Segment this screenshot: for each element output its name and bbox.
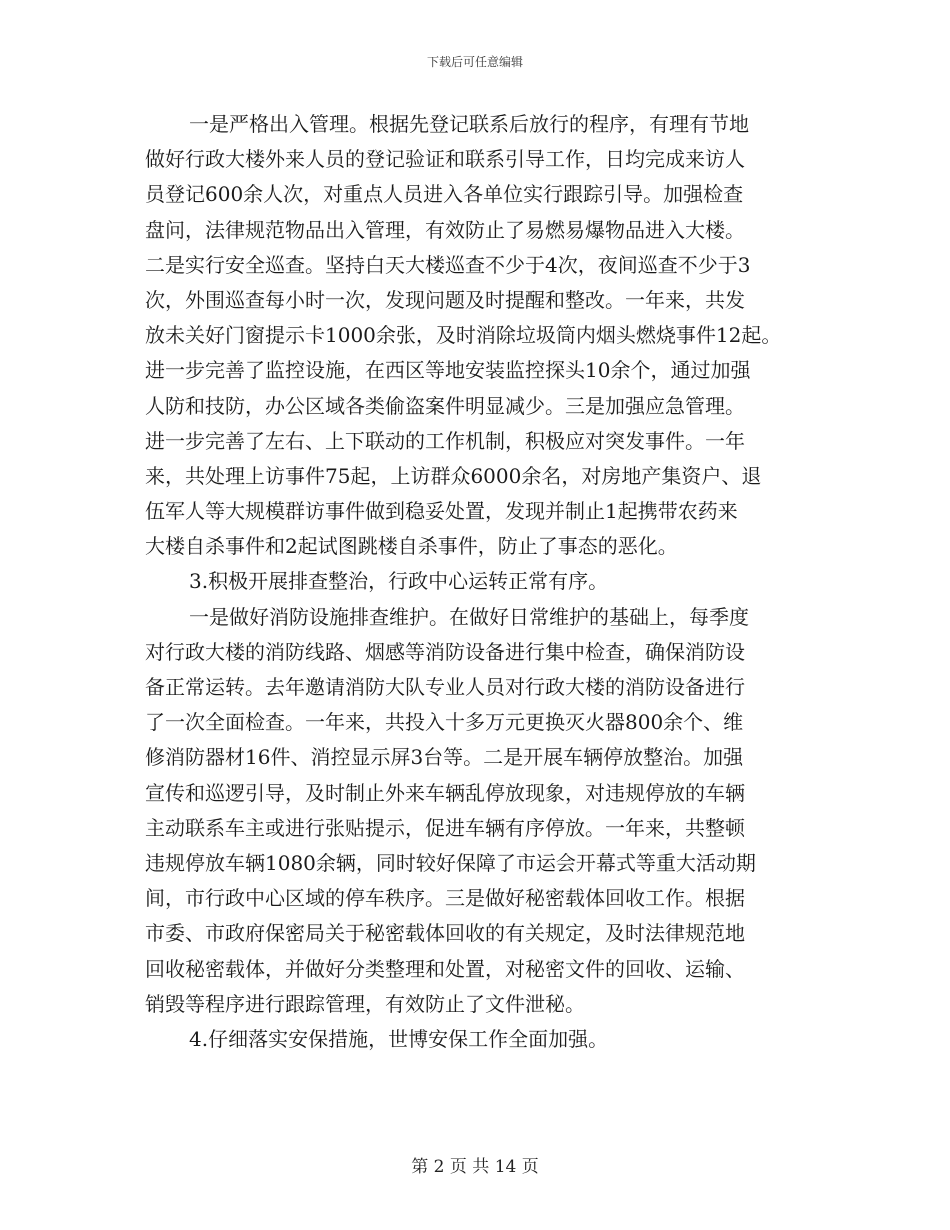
text-line: 伍军人等大规模群访事件做到稳妥处置，发现并制止1起携带农药来 — [145, 499, 738, 524]
text-line: 修消防器材16件、消控显示屏3台等。二是开展车辆停放整治。加强 — [145, 745, 744, 770]
text-line: 间，市行政中心区域的停车秩序。三是做好秘密载体回收工作。根据 — [145, 886, 745, 911]
text-line: 违规停放车辆1080余辆，同时较好保障了市运会开幕式等重大活动期 — [145, 850, 756, 875]
text-line: 做好行政大楼外来人员的登记验证和联系引导工作，日均完成来访人 — [145, 147, 745, 172]
text-line: 员登记600余人次，对重点人员进入各单位实行跟踪引导。加强检查 — [145, 182, 744, 207]
text-line: 一是做好消防设施排查维护。在做好日常维护的基础上，每季度 — [189, 604, 749, 629]
text-line: 盘问，法律规范物品出入管理，有效防止了易燃易爆物品进入大楼。 — [145, 217, 745, 242]
text-line: 二是实行安全巡查。坚持白天大楼巡查不少于4次，夜间巡查不少于3 — [145, 252, 751, 277]
text-line: 销毁等程序进行跟踪管理，有效防止了文件泄秘。 — [145, 991, 585, 1016]
page-header: 下载后可任意编辑 — [426, 55, 523, 69]
text-line: 次，外围巡查每小时一次，发现问题及时提醒和整改。一年来，共发 — [145, 287, 745, 312]
text-line: 了一次全面检查。一年来，共投入十多万元更换灭火器800余个、维 — [145, 710, 744, 735]
document-body — [145, 107, 825, 1057]
text-line: 主动联系车主或进行张贴提示，促进车辆有序停放。一年来，共整顿 — [145, 815, 745, 840]
text-line: 放未关好门窗提示卡1000余张，及时消除垃圾筒内烟头燃烧事件12起。 — [145, 323, 782, 348]
text-line: 一是严格出入管理。根据先登记联系后放行的程序，有理有节地 — [189, 112, 749, 136]
text-line: 来，共处理上访事件75起，上访群众6000余名，对房地产集资户、退 — [145, 463, 762, 488]
text-line: 市委、市政府保密局关于秘密载体回收的有关规定，及时法律规范地 — [145, 921, 745, 946]
text-line: 备正常运转。去年邀请消防大队专业人员对行政大楼的消防设备进行 — [145, 675, 745, 699]
text-line: 进一步完善了监控设施，在西区等地安装监控探头10余个，通过加强 — [145, 358, 751, 383]
text-line: 4.仔细落实安保措施，世博安保工作全面加强。 — [189, 1026, 609, 1051]
text-line: 回收秘密载体，并做好分类整理和处置，对秘密文件的回收、运输、 — [145, 956, 745, 981]
text-line: 人防和技防，办公区域各类偷盗案件明显减少。三是加强应急管理。 — [145, 393, 745, 418]
text-line: 对行政大楼的消防线路、烟感等消防设备进行集中检查，确保消防设 — [145, 639, 745, 664]
text-line: 进一步完善了左右、上下联动的工作机制，积极应对突发事件。一年 — [145, 428, 745, 453]
text-line: 3.积极开展排查整治，行政中心运转正常有序。 — [189, 569, 609, 594]
text-line: 宣传和巡逻引导，及时制止外来车辆乱停放现象，对违规停放的车辆 — [145, 780, 745, 805]
page-number-footer: 第 2 页 共 14 页 — [411, 1157, 539, 1177]
text-line: 大楼自杀事件和2起试图跳楼自杀事件，防止了事态的恶化。 — [145, 534, 678, 559]
